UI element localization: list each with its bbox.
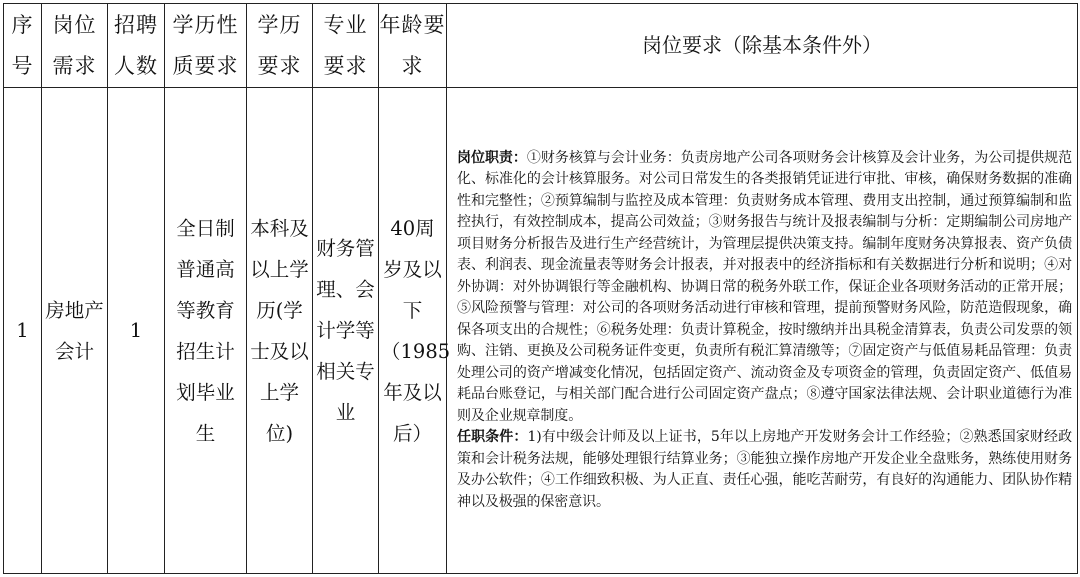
cell-edu-type: 全日制普通高等教育招生计划毕业生 (165, 88, 247, 574)
header-degree: 学历要求 (247, 4, 313, 88)
table-row (4, 88, 1078, 574)
job-requirements-table (3, 3, 1078, 574)
duties-paragraph (457, 148, 1072, 428)
cell-requirements (447, 88, 1078, 574)
conditions-label: 任职条件： (457, 429, 528, 446)
header-age: 年龄要求 (379, 4, 447, 88)
cell-degree: 本科及以上学历(学士及以上学位) (247, 88, 313, 574)
header-position: 岗位需求 (42, 4, 108, 88)
header-row (4, 4, 1078, 88)
cell-seq: 1 (4, 88, 42, 574)
header-requirements: 岗位要求（除基本条件外） (447, 4, 1078, 88)
duties-label: 岗位职责： (457, 149, 527, 166)
cell-major: 财务管理、会计学等相关专业 (313, 88, 379, 574)
header-edu-type: 学历性质要求 (165, 4, 247, 88)
cell-position: 房地产会计 (42, 88, 108, 574)
conditions-paragraph (457, 427, 1072, 513)
cell-age: 40周岁及以下（1985年及以后） (379, 88, 447, 574)
conditions-text: 1)有中级会计师及以上证书，5年以上房地产开发财务会计工作经验；②熟悉国家财经政策和会计税务法规，能够处理银行结算业务；③能独立操作房地产开发企业全盘账务，熟练使用财务及办公软件；④工作细致积极、为人正直、责任心强，能吃苦耐劳，有良好的沟通能力、团队协作精神以及极强的保密意识。 (457, 429, 1073, 510)
header-major: 专业要求 (313, 4, 379, 88)
header-seq: 序号 (4, 4, 42, 88)
cell-count: 1 (108, 88, 165, 574)
duties-text: ①财务核算与会计业务：负责房地产公司各项财务会计核算及会计业务，为公司提供规范化、标准化的会计核算服务。对公司日常发生的各类报销凭证进行审批、审核，确保财务数据的准确性和完整性；②预算编制与监控及成本管理：负责财务成本管理、费用支出控制，通过预算编制和监控执行，有效控制成本，提高公司效益；③财务报告与统计及报表编制与分析：定期编制公司房地产项目财务分析报告及进行生产经营统计，为管理层提供决策支持。编制年度财务决算报表、资产负债表、利润表、现金流量表等财务会计报表，并对报表中的经济指标和有关数据进行分析和说明；④对外协调：对外协调银行等金融机构、协调日常的税务外联工作，保证企业各项财务活动的正常开展；⑤风险预警与管理：对公司的各项财务活动进行审核和管理，提前预警财务风险，防范造假现象，确保各项支出的合规性；⑥税务处理：负责计算税金，按时缴纳并出具税金清算表，负责公司发票的领购、注销、更换及公司税务证件变更，负责所有税汇算清缴等；⑦固定资产与低值易耗品管理：负责处理公司的资产增减变化情况，包括固定资产、流动资金及专项资金的管理，负责固定资产、低值易耗品台账登记，与相关部门配合进行公司固定资产盘点；⑧遵守国家法律法规、会计职业道德行为准则及企业规章制度。 (457, 149, 1073, 424)
header-count: 招聘人数 (108, 4, 165, 88)
